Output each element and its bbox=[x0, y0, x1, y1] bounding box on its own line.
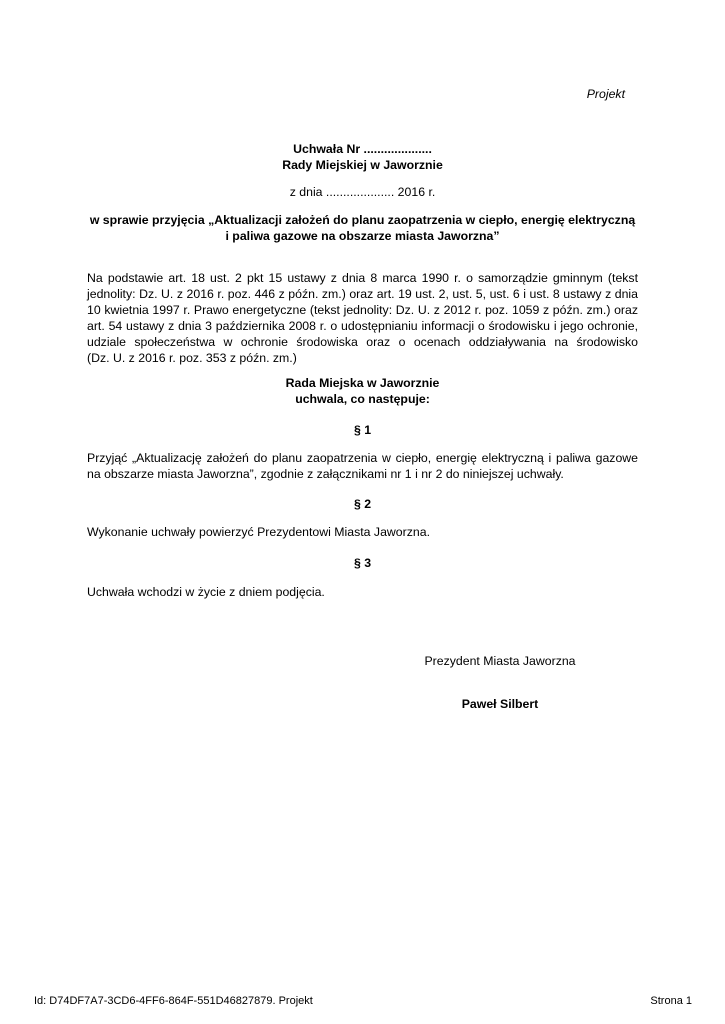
preamble-line: udziale społeczeństwa w ochronie środowiska oraz o ocenach oddziaływania na środowisko bbox=[87, 335, 638, 349]
subject-line-1: w sprawie przyjęcia „Aktualizacji założeń do planu zaopatrzenia w ciepło, energię elektryczną bbox=[89, 213, 636, 227]
subject-line-2: i paliwa gazowe na obszarze miasta Jaworzna” bbox=[225, 229, 500, 243]
resolution-date: z dnia .................... 2016 r. bbox=[289, 185, 436, 199]
council-heading: Rada Miejska w Jaworznie bbox=[285, 376, 440, 390]
preamble-paragraph bbox=[87, 270, 638, 366]
preamble-line: (Dz. U. z 2016 r. poz. 353 z późn. zm.) bbox=[87, 351, 297, 365]
council-resolves: uchwala, co następuje: bbox=[295, 392, 430, 406]
page-number: Strona 1 bbox=[650, 995, 692, 1007]
draft-label: Projekt bbox=[586, 87, 625, 101]
section-1-line: na obszarze miasta Jaworzna”, zgodnie z załącznikami nr 1 i nr 2 do niniejszej uchwały. bbox=[87, 467, 564, 481]
preamble-line: 10 kwietnia 1997 r. Prawo energetyczne (tekst jednolity: Dz. U. z 2012 r. poz. 1059 z późn. zm.) oraz bbox=[87, 303, 638, 317]
section-1-body bbox=[87, 450, 638, 482]
preamble-line: jednolity: Dz. U. z 2016 r. poz. 446 z późn. zm.) oraz art. 19 ust. 2, ust. 5, ust. 6 i ust. 8 ustawy z dnia bbox=[87, 287, 638, 301]
document-id: Id: D74DF7A7-3CD6-4FF6-864F-551D46827879. Projekt bbox=[34, 995, 313, 1007]
section-2-heading: § 2 bbox=[353, 497, 372, 511]
preamble-line: Na podstawie art. 18 ust. 2 pkt 15 ustawy z dnia 8 marca 1990 r. o samorządzie gminnym (tekst bbox=[87, 271, 638, 285]
resolution-number: Uchwała Nr .................... bbox=[293, 142, 432, 156]
section-1-line: Przyjąć „Aktualizację założeń do planu zaopatrzenia w ciepło, energię elektryczną i paliwa gazowe bbox=[87, 451, 638, 465]
council-name: Rady Miejskiej w Jaworznie bbox=[282, 158, 443, 172]
signatory-name: Paweł Silbert bbox=[461, 697, 539, 711]
preamble-line: art. 54 ustawy z dnia 3 października 2008 r. o udostępnianiu informacji o środowisku i jego ochronie, bbox=[87, 319, 638, 333]
section-1-heading: § 1 bbox=[353, 423, 372, 437]
signatory-role: Prezydent Miasta Jaworzna bbox=[424, 654, 576, 668]
section-3-body: Uchwała wchodzi w życie z dniem podjęcia. bbox=[87, 585, 325, 599]
section-3-heading: § 3 bbox=[353, 556, 372, 570]
section-2-body: Wykonanie uchwały powierzyć Prezydentowi Miasta Jaworzna. bbox=[87, 525, 430, 539]
